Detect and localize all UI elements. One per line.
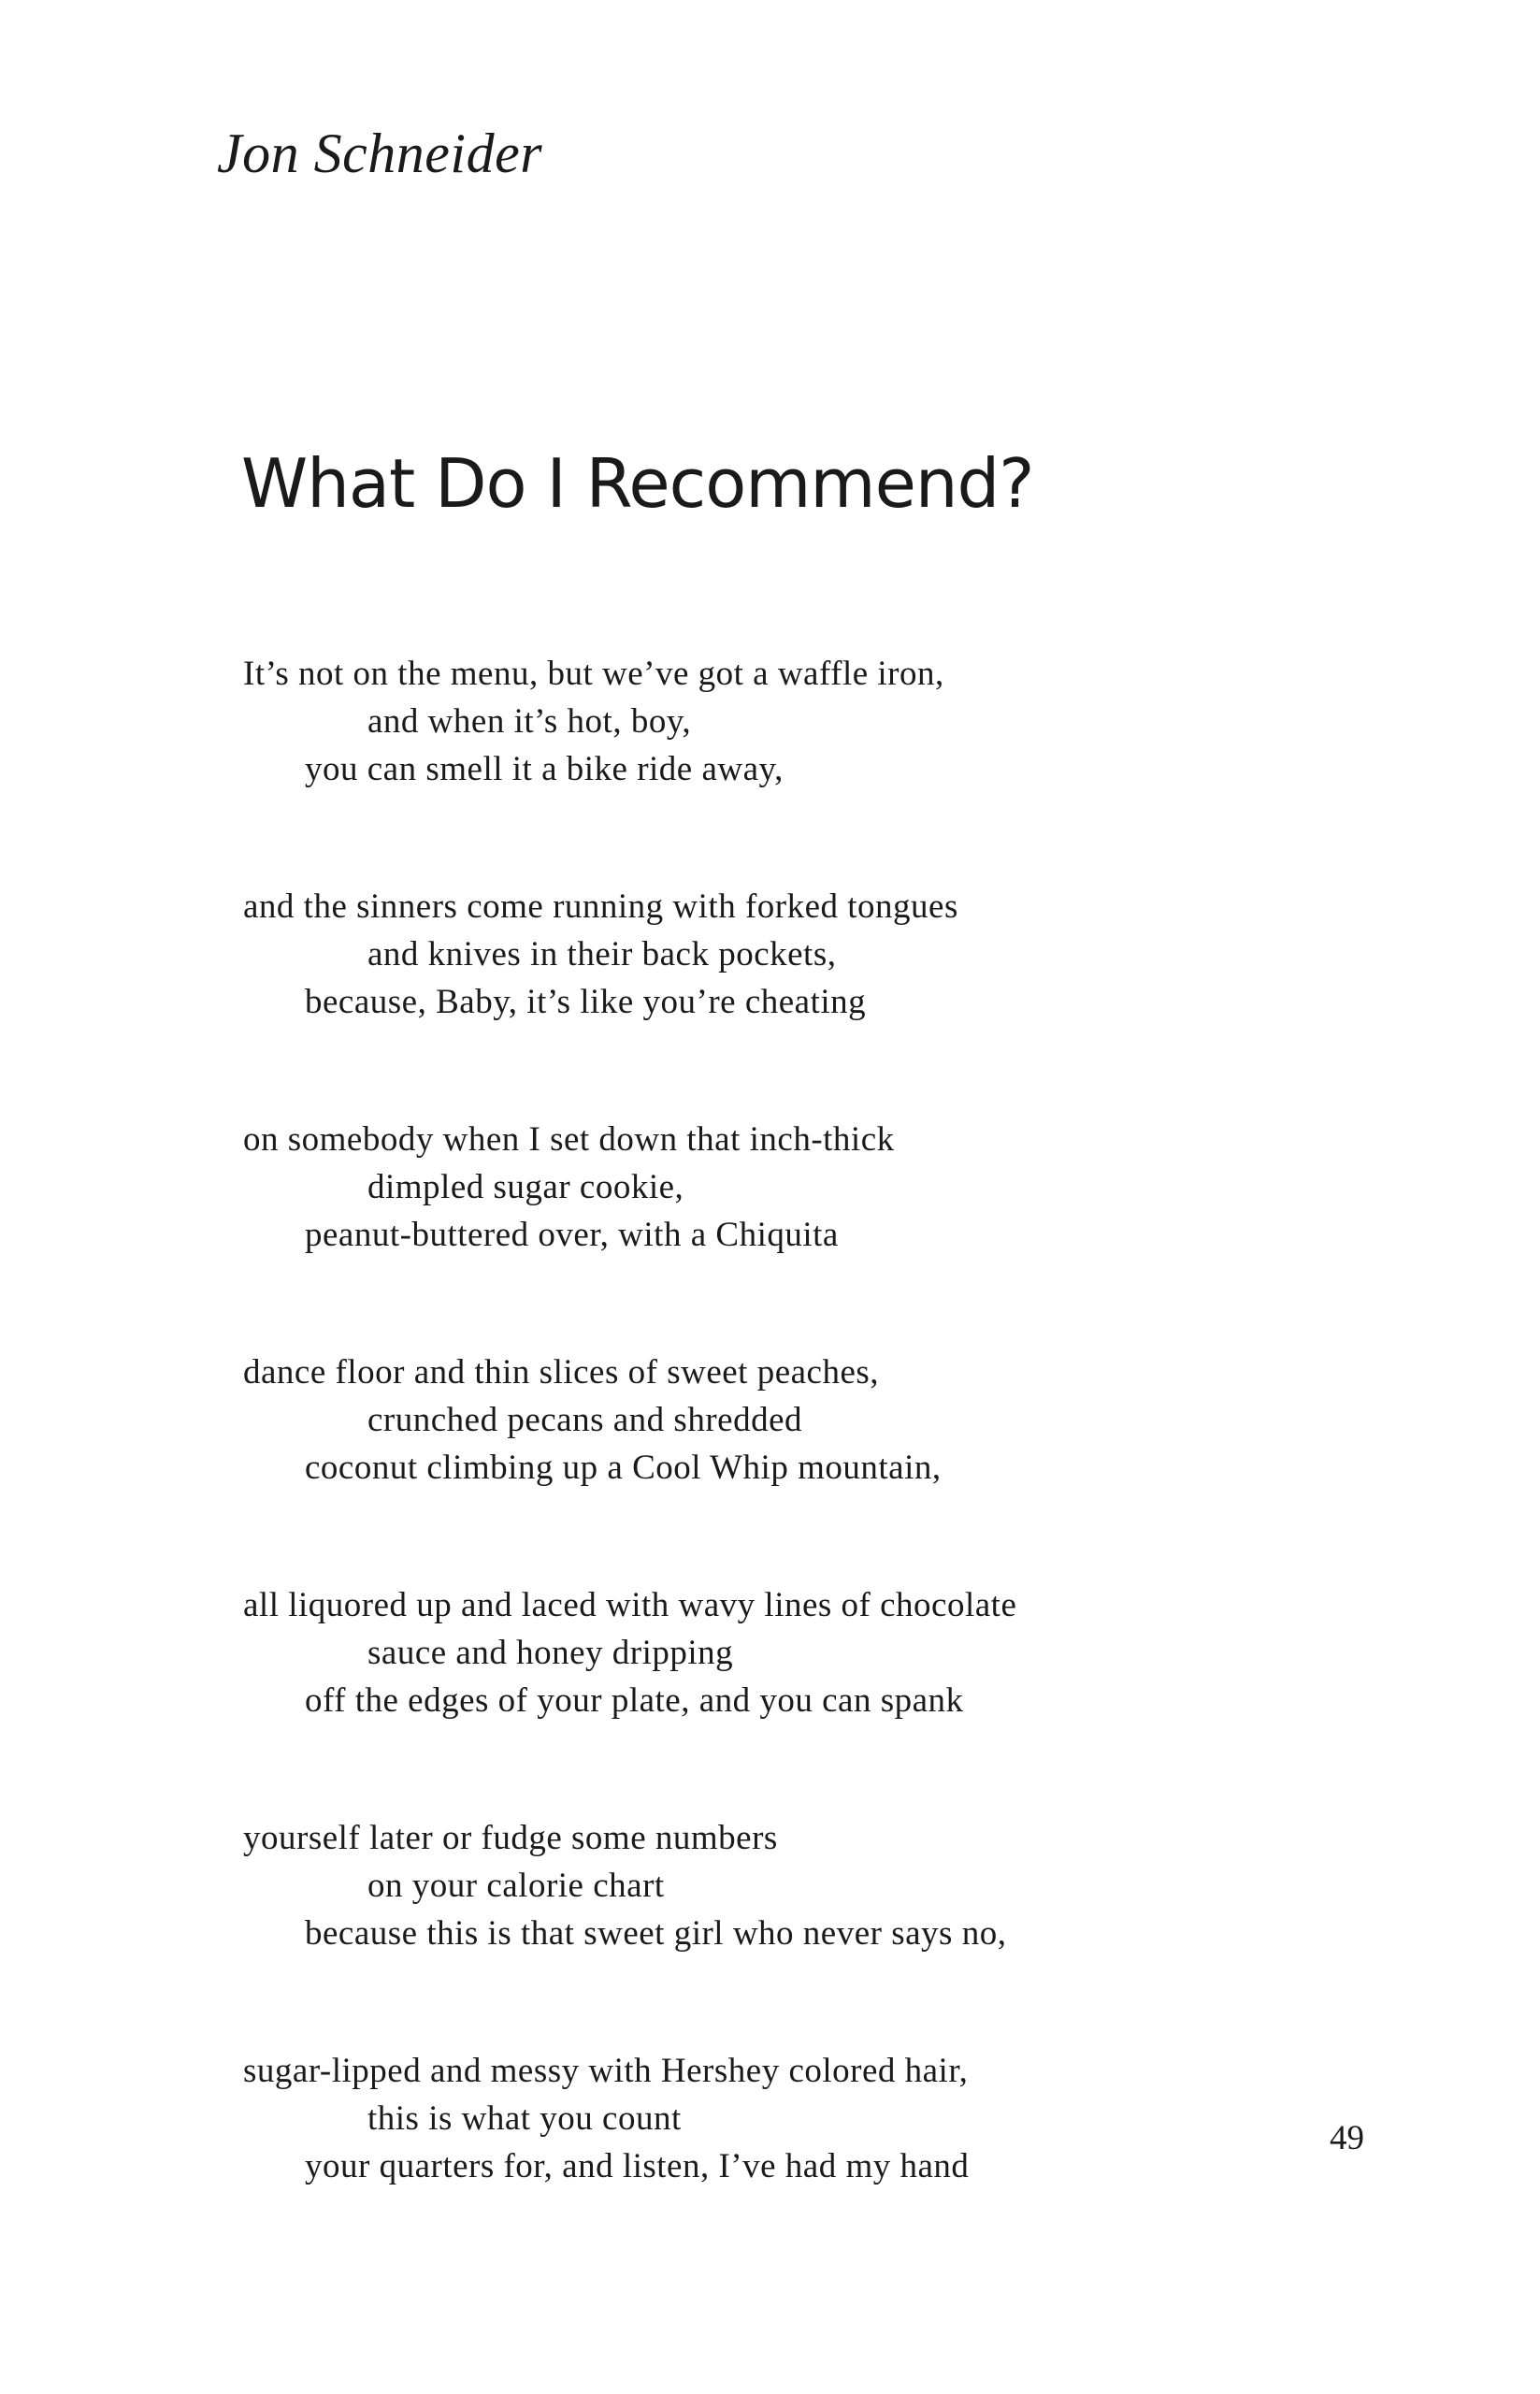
- poem-line: because, Baby, it’s like you’re cheating: [305, 983, 867, 1021]
- poem-line: dance floor and thin slices of sweet peaches,: [243, 1353, 880, 1392]
- author-name: Jon Schneider: [217, 123, 543, 184]
- stanza: [243, 650, 1412, 793]
- poem-line: all liquored up and laced with wavy lines of chocolate: [243, 1586, 1017, 1624]
- poem-line: crunched pecans and shredded: [367, 1401, 802, 1439]
- poem-line: It’s not on the menu, but we’ve got a waffle iron,: [243, 655, 944, 693]
- poem-line: yourself later or fudge some numbers: [243, 1819, 778, 1857]
- poem-line: on somebody when I set down that inch-thick: [243, 1120, 895, 1159]
- poem-line: because this is that sweet girl who never says no,: [305, 1914, 1007, 1953]
- poem-line: and the sinners come running with forked tongues: [243, 887, 958, 926]
- stanza: [243, 1581, 1412, 1724]
- poem-title: What Do I Recommend?: [241, 444, 1034, 523]
- poem-line: on your calorie chart: [367, 1867, 665, 1905]
- poem-line: coconut climbing up a Cool Whip mountain,: [305, 1449, 942, 1487]
- poem-line: sugar-lipped and messy with Hershey colored hair,: [243, 2052, 969, 2090]
- stanza: [243, 2047, 1412, 2190]
- poem-line: sauce and honey dripping: [367, 1634, 734, 1672]
- page-number: 49: [1330, 2119, 1364, 2157]
- poem-body: [243, 650, 1412, 2280]
- stanza: [243, 1348, 1412, 1492]
- poem-line: your quarters for, and listen, I’ve had my hand: [305, 2147, 970, 2185]
- poem-line: and when it’s hot, boy,: [367, 702, 692, 741]
- stanza: [243, 1814, 1412, 1957]
- poem-line: and knives in their back pockets,: [367, 935, 837, 973]
- poem-line: this is what you count: [367, 2099, 682, 2138]
- stanza: [243, 883, 1412, 1026]
- poem-line: off the edges of your plate, and you can spank: [305, 1681, 964, 1720]
- poem-line: dimpled sugar cookie,: [367, 1168, 684, 1206]
- stanza: [243, 1116, 1412, 1259]
- poem-line: peanut-buttered over, with a Chiquita: [305, 1216, 839, 1254]
- poem-line: you can smell it a bike ride away,: [305, 750, 784, 788]
